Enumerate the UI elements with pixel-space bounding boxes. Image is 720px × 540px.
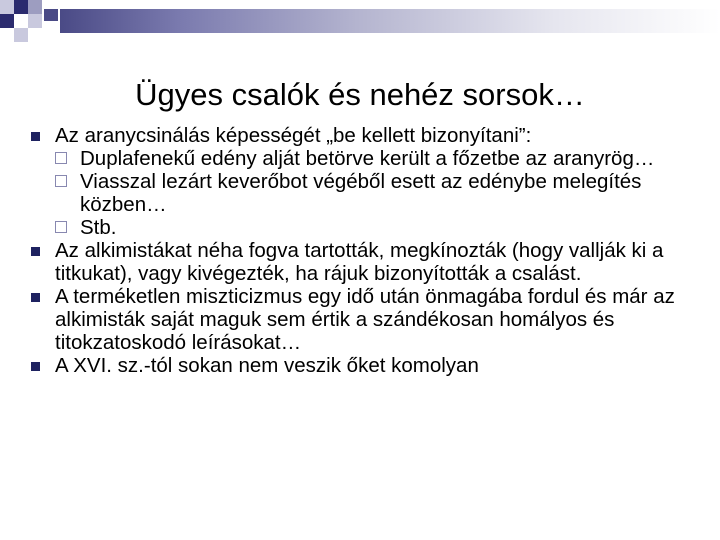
sub-bullet-item: [55, 170, 700, 216]
sub-bullet-text: Viasszal lezárt keverőbot végéből esett az edénybe melegítés közben…: [80, 170, 642, 216]
slide-title: Ügyes csalók és nehéz sorsok…: [135, 77, 585, 112]
checkbox-bullet-icon: [55, 152, 67, 164]
slide-content: [28, 124, 700, 377]
deco-square: [44, 9, 58, 21]
bullet-square-icon: [31, 362, 40, 371]
bullet-square-icon: [31, 293, 40, 302]
sub-bullet-text: Duplafenekű edény alját betörve került a főzetbe az aranyrög…: [80, 147, 655, 170]
deco-square: [28, 14, 42, 28]
bullet-text: Az alkimistákat néha fogva tartották, megkínozták (hogy vallják ki a titkukat), vagy kivégezték, ha rájuk bizonyították a csalást.: [55, 239, 664, 285]
deco-square: [14, 0, 28, 14]
deco-square: [0, 14, 14, 28]
checkbox-bullet-icon: [55, 221, 67, 233]
sub-bullet-item: [55, 216, 700, 239]
bullet-text: A terméketlen miszticizmus egy idő után önmagába fordul és már az alkimisták saját maguk sem értik a szándékosan homályos és titokzatoskodó leírásokat…: [55, 285, 675, 354]
bullet-text: A XVI. sz.-tól sokan nem veszik őket komolyan: [55, 354, 479, 377]
sub-bullet-text: Stb.: [80, 216, 117, 239]
header-decoration: [0, 0, 720, 50]
bullet-item: [28, 354, 700, 377]
bullet-item: [28, 239, 700, 285]
deco-square: [14, 28, 28, 42]
sub-bullet-item: [55, 147, 700, 170]
deco-square: [14, 14, 28, 28]
deco-square: [0, 0, 14, 14]
bullet-item: [28, 124, 700, 239]
bullet-item: [28, 285, 700, 354]
bullet-square-icon: [31, 132, 40, 141]
bullet-square-icon: [31, 247, 40, 256]
bullet-text: Az aranycsinálás képességét „be kellett bizonyítani”:: [55, 124, 532, 147]
header-gradient-bar: [60, 9, 720, 33]
deco-square: [28, 0, 42, 14]
checkbox-bullet-icon: [55, 175, 67, 187]
